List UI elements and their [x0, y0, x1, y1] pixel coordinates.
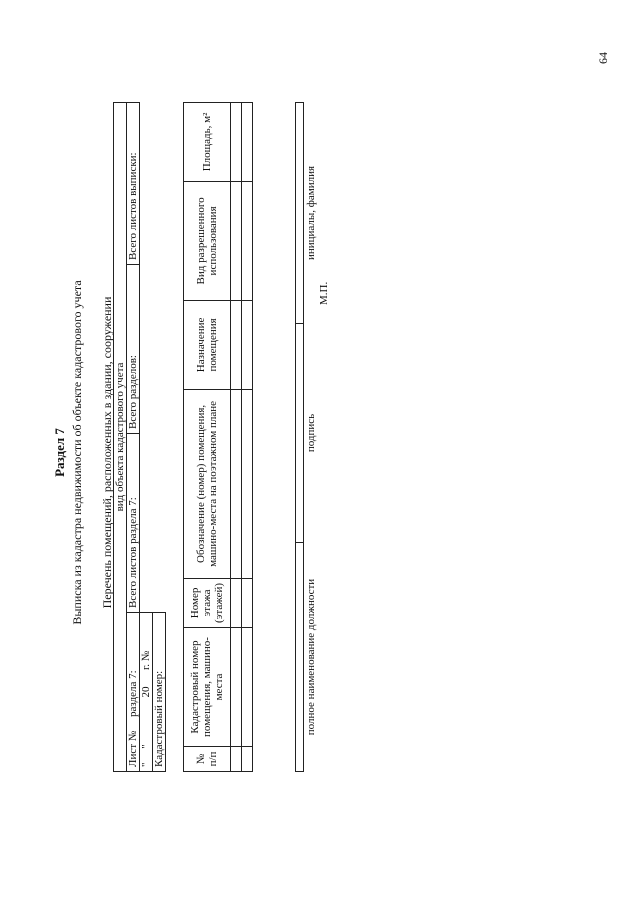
sheet-number-cell — [127, 613, 140, 772]
col-no: № п/п — [184, 747, 231, 772]
col-area: Площадь, м² — [184, 103, 231, 182]
total-extract-sheets: Всего листов выписки: — [127, 103, 140, 265]
date-quote-open: " — [140, 762, 152, 767]
header-table — [113, 102, 166, 772]
col-permitted-use: Вид разрешенного использования — [184, 181, 231, 300]
table-row — [242, 103, 253, 772]
list-title: Перечень помещений, расположенных в здании, сооружении — [100, 296, 114, 609]
col-designation: Обозначение (номер) помещения, машино-места на поэтажном плане — [184, 389, 231, 578]
col-floor: Номер этажа (этажей) — [184, 578, 231, 627]
table-row — [231, 103, 242, 772]
total-section-sheets: Всего листов раздела 7: — [127, 434, 140, 613]
stamp-label: М.П. — [318, 281, 330, 305]
date-quote-close: " — [140, 744, 152, 749]
section-sheet-label: раздела 7: — [127, 670, 139, 717]
col-purpose: Назначение помещения — [184, 300, 231, 389]
premises-table — [183, 102, 253, 772]
extract-subtitle: Выписка из кадастра недвижимости об объекте кадастрового учета — [70, 280, 84, 625]
name-label: инициалы, фамилия — [304, 103, 318, 324]
col-cadastral-number: Кадастровый номер помещения, машино-места — [184, 628, 231, 747]
cadastral-number-label: Кадастровый номер: — [153, 613, 166, 772]
section-title: Раздел 7 — [52, 428, 67, 477]
total-sections: Всего разделов: — [127, 265, 140, 434]
date-suffix: г. № — [140, 650, 152, 670]
position-label: полное наименование должности — [304, 543, 318, 772]
sheet-no-label: Лист № — [127, 730, 139, 767]
date-cell — [140, 613, 153, 772]
signature-label: подпись — [304, 324, 318, 543]
signature-table — [295, 102, 317, 772]
date-year: 20 — [140, 686, 152, 698]
object-type-label: вид объекта кадастрового учета — [114, 103, 127, 772]
page-number: 64 — [596, 52, 610, 64]
